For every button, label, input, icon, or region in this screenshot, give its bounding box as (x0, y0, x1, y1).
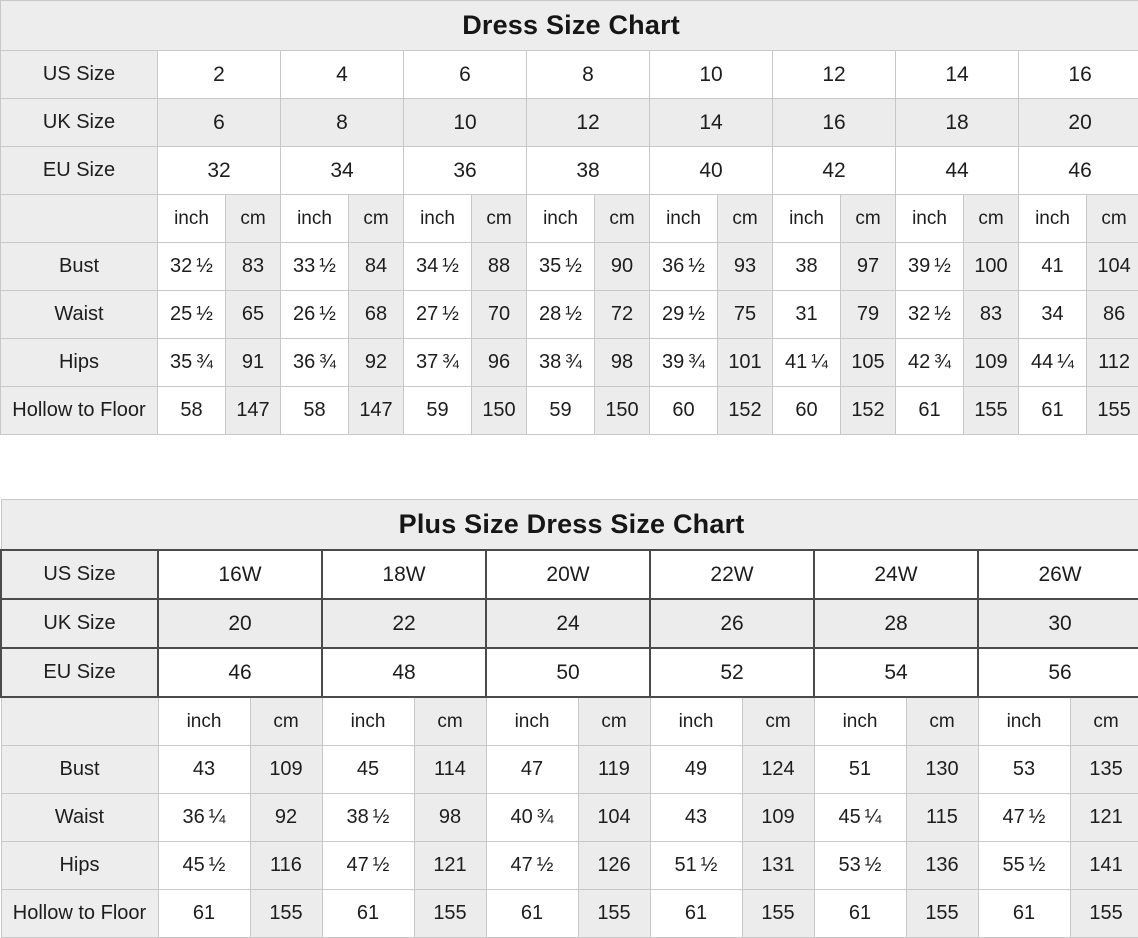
table-cell: 83 (226, 243, 281, 291)
row-label-waist: Waist (1, 794, 158, 842)
table-cell: inch (158, 697, 250, 746)
table-cell: 31 (773, 291, 841, 339)
table-cell: 105 (841, 339, 896, 387)
table-cell: 79 (841, 291, 896, 339)
row-label-hips: Hips (1, 339, 158, 387)
table-cell: 68 (349, 291, 404, 339)
table-cell: cm (742, 697, 814, 746)
table-cell: 12 (773, 51, 896, 99)
table-cell: 14 (896, 51, 1019, 99)
us-size-row (1, 550, 1138, 599)
table-cell: 18W (322, 550, 486, 599)
table-cell: cm (578, 697, 650, 746)
table-cell: 38 (773, 243, 841, 291)
table-cell: 58 (158, 387, 226, 435)
table-cell: inch (1019, 195, 1087, 243)
table-cell: 43 (158, 746, 250, 794)
uk-size-row (1, 99, 1138, 147)
table-cell: 8 (281, 99, 404, 147)
table-cell: cm (414, 697, 486, 746)
table-cell: 28 (814, 599, 978, 648)
table-cell: inch (486, 697, 578, 746)
table-cell: 38 ½ (322, 794, 414, 842)
table-cell: 48 (322, 648, 486, 697)
table-cell: 42 ¾ (896, 339, 964, 387)
table-cell: 24 (486, 599, 650, 648)
table-cell: inch (650, 697, 742, 746)
table-cell: 60 (650, 387, 718, 435)
table-cell: 124 (742, 746, 814, 794)
table-cell: 119 (578, 746, 650, 794)
table-cell: 93 (718, 243, 773, 291)
table-title: Dress Size Chart (1, 1, 1138, 51)
table-cell: 43 (650, 794, 742, 842)
table-cell: 131 (742, 842, 814, 890)
table-cell: 36 ¾ (281, 339, 349, 387)
table-cell: 147 (349, 387, 404, 435)
table-cell: 65 (226, 291, 281, 339)
table-cell: 26 (650, 599, 814, 648)
table-cell: 88 (472, 243, 527, 291)
table-cell: 44 (896, 147, 1019, 195)
table-title-row (1, 500, 1138, 551)
table-cell: 96 (472, 339, 527, 387)
table-cell: 36 ½ (650, 243, 718, 291)
table-cell: 42 (773, 147, 896, 195)
table-cell: 20 (1019, 99, 1138, 147)
table-cell: 126 (578, 842, 650, 890)
table-cell: cm (250, 697, 322, 746)
hips-row (1, 339, 1138, 387)
table-cell: cm (718, 195, 773, 243)
table-cell: 4 (281, 51, 404, 99)
table-cell: 47 ½ (978, 794, 1070, 842)
table-cell: 109 (742, 794, 814, 842)
table-cell: 61 (486, 890, 578, 938)
table-cell: 112 (1087, 339, 1138, 387)
table-cell: inch (650, 195, 718, 243)
table-cell: 53 ½ (814, 842, 906, 890)
table-cell: 6 (404, 51, 527, 99)
table-cell: 2 (158, 51, 281, 99)
table-cell: 50 (486, 648, 650, 697)
table-cell: 55 ½ (978, 842, 1070, 890)
table-cell: 91 (226, 339, 281, 387)
table-cell: 10 (404, 99, 527, 147)
row-label-bust: Bust (1, 243, 158, 291)
table-cell: 34 ½ (404, 243, 472, 291)
table-cell: 155 (1070, 890, 1138, 938)
table-cell: 61 (1019, 387, 1087, 435)
row-label-uk-size: UK Size (1, 599, 158, 648)
table-cell: 155 (964, 387, 1019, 435)
table-cell: 155 (1087, 387, 1138, 435)
table-cell: 51 (814, 746, 906, 794)
table-cell: inch (527, 195, 595, 243)
table-cell: 54 (814, 648, 978, 697)
table-cell: 59 (404, 387, 472, 435)
table-cell: 35 ¾ (158, 339, 226, 387)
table-cell: 100 (964, 243, 1019, 291)
row-label-us-size: US Size (1, 51, 158, 99)
table-cell: 38 (527, 147, 650, 195)
bust-row (1, 746, 1138, 794)
table-cell: 155 (742, 890, 814, 938)
hollow-to-floor-row (1, 890, 1138, 938)
table-cell: 155 (578, 890, 650, 938)
table-cell: 51 ½ (650, 842, 742, 890)
table-cell: cm (595, 195, 650, 243)
row-label-us-size: US Size (1, 550, 158, 599)
table-cell: 45 ½ (158, 842, 250, 890)
table-cell: 152 (841, 387, 896, 435)
table-cell: 101 (718, 339, 773, 387)
table-cell: 24W (814, 550, 978, 599)
table-cell: 30 (978, 599, 1138, 648)
table-title: Plus Size Dress Size Chart (1, 500, 1138, 551)
table-cell: 40 ¾ (486, 794, 578, 842)
table-cell: 130 (906, 746, 978, 794)
table-cell: 155 (414, 890, 486, 938)
table-cell: 32 ½ (158, 243, 226, 291)
table-cell: 12 (527, 99, 650, 147)
table-cell: 47 ½ (322, 842, 414, 890)
table-cell: 34 (1019, 291, 1087, 339)
row-label-hollow-to-floor: Hollow to Floor (1, 387, 158, 435)
row-label-eu-size: EU Size (1, 147, 158, 195)
table-cell: cm (841, 195, 896, 243)
table-cell: 61 (814, 890, 906, 938)
table-cell: 97 (841, 243, 896, 291)
table-cell: 116 (250, 842, 322, 890)
table-cell: inch (978, 697, 1070, 746)
hips-row (1, 842, 1138, 890)
table-cell: 104 (1087, 243, 1138, 291)
table-cell: 109 (250, 746, 322, 794)
table-cell: 59 (527, 387, 595, 435)
table-cell: inch (404, 195, 472, 243)
bust-row (1, 243, 1138, 291)
table-cell: 115 (906, 794, 978, 842)
uk-size-row (1, 599, 1138, 648)
unit-header-row (1, 195, 1138, 243)
table-cell: 136 (906, 842, 978, 890)
table-cell: 45 (322, 746, 414, 794)
table-cell: 98 (414, 794, 486, 842)
table-cell: 141 (1070, 842, 1138, 890)
eu-size-row (1, 648, 1138, 697)
table-cell: 26W (978, 550, 1138, 599)
table-title-row (1, 1, 1138, 51)
table-cell: 104 (578, 794, 650, 842)
table-cell: inch (281, 195, 349, 243)
table-cell: 47 (486, 746, 578, 794)
table-cell: 155 (906, 890, 978, 938)
table-cell: 53 (978, 746, 1070, 794)
table-cell: 35 ½ (527, 243, 595, 291)
table-cell: 6 (158, 99, 281, 147)
table-cell: 47 ½ (486, 842, 578, 890)
row-label-hollow-to-floor: Hollow to Floor (1, 890, 158, 938)
table-cell: 75 (718, 291, 773, 339)
row-label-uk-size: UK Size (1, 99, 158, 147)
table-cell: 121 (414, 842, 486, 890)
table-cell: 86 (1087, 291, 1138, 339)
table-cell: 92 (250, 794, 322, 842)
table-cell: 36 (404, 147, 527, 195)
table-cell: 27 ½ (404, 291, 472, 339)
unit-header-row (1, 697, 1138, 746)
table-cell: 16 (1019, 51, 1138, 99)
table-cell: 46 (158, 648, 322, 697)
table-cell: 22 (322, 599, 486, 648)
table-cell: cm (1087, 195, 1138, 243)
table-cell: 16W (158, 550, 322, 599)
plus-size-chart-table (0, 499, 1138, 938)
table-cell: 61 (978, 890, 1070, 938)
table-cell: 14 (650, 99, 773, 147)
table-cell: 52 (650, 648, 814, 697)
hollow-to-floor-row (1, 387, 1138, 435)
row-label-waist: Waist (1, 291, 158, 339)
table-cell: inch (322, 697, 414, 746)
table-cell: 46 (1019, 147, 1138, 195)
table-cell: 56 (978, 648, 1138, 697)
table-cell: 29 ½ (650, 291, 718, 339)
table-cell: inch (158, 195, 226, 243)
table-cell: 32 ½ (896, 291, 964, 339)
dress-size-chart-table (0, 0, 1138, 435)
table-cell: 34 (281, 147, 404, 195)
table-cell: 155 (250, 890, 322, 938)
table-cell: 36 ¼ (158, 794, 250, 842)
table-cell: 83 (964, 291, 1019, 339)
table-cell: 26 ½ (281, 291, 349, 339)
table-cell: 20W (486, 550, 650, 599)
table-cell: 41 ¼ (773, 339, 841, 387)
table-cell: cm (1070, 697, 1138, 746)
row-label-empty (1, 697, 158, 746)
table-cell: 150 (472, 387, 527, 435)
table-cell: cm (349, 195, 404, 243)
table-cell: inch (814, 697, 906, 746)
table-cell: 39 ½ (896, 243, 964, 291)
table-cell: 58 (281, 387, 349, 435)
table-cell: 10 (650, 51, 773, 99)
table-cell: 49 (650, 746, 742, 794)
table-cell: 61 (158, 890, 250, 938)
row-label-bust: Bust (1, 746, 158, 794)
eu-size-row (1, 147, 1138, 195)
row-label-hips: Hips (1, 842, 158, 890)
row-label-empty (1, 195, 158, 243)
us-size-row (1, 51, 1138, 99)
table-cell: 135 (1070, 746, 1138, 794)
table-cell: 90 (595, 243, 650, 291)
table-cell: 70 (472, 291, 527, 339)
table-cell: inch (896, 195, 964, 243)
table-cell: 152 (718, 387, 773, 435)
table-cell: 20 (158, 599, 322, 648)
table-cell: 114 (414, 746, 486, 794)
table-cell: 121 (1070, 794, 1138, 842)
table-cell: 150 (595, 387, 650, 435)
table-cell: 16 (773, 99, 896, 147)
table-cell: 61 (896, 387, 964, 435)
table-cell: 98 (595, 339, 650, 387)
table-cell: 41 (1019, 243, 1087, 291)
waist-row (1, 794, 1138, 842)
table-cell: 147 (226, 387, 281, 435)
table-cell: 84 (349, 243, 404, 291)
table-cell: 18 (896, 99, 1019, 147)
table-cell: cm (964, 195, 1019, 243)
table-cell: 45 ¼ (814, 794, 906, 842)
table-cell: cm (226, 195, 281, 243)
table-cell: 32 (158, 147, 281, 195)
table-cell: 28 ½ (527, 291, 595, 339)
table-cell: 60 (773, 387, 841, 435)
table-cell: 109 (964, 339, 1019, 387)
table-cell: 61 (322, 890, 414, 938)
table-cell: 22W (650, 550, 814, 599)
table-cell: 72 (595, 291, 650, 339)
table-cell: 40 (650, 147, 773, 195)
table-cell: 92 (349, 339, 404, 387)
table-cell: inch (773, 195, 841, 243)
table-cell: cm (472, 195, 527, 243)
table-cell: 33 ½ (281, 243, 349, 291)
table-cell: 37 ¾ (404, 339, 472, 387)
waist-row (1, 291, 1138, 339)
table-cell: cm (906, 697, 978, 746)
row-label-eu-size: EU Size (1, 648, 158, 697)
table-cell: 44 ¼ (1019, 339, 1087, 387)
table-cell: 38 ¾ (527, 339, 595, 387)
table-cell: 61 (650, 890, 742, 938)
table-cell: 39 ¾ (650, 339, 718, 387)
table-cell: 8 (527, 51, 650, 99)
table-cell: 25 ½ (158, 291, 226, 339)
